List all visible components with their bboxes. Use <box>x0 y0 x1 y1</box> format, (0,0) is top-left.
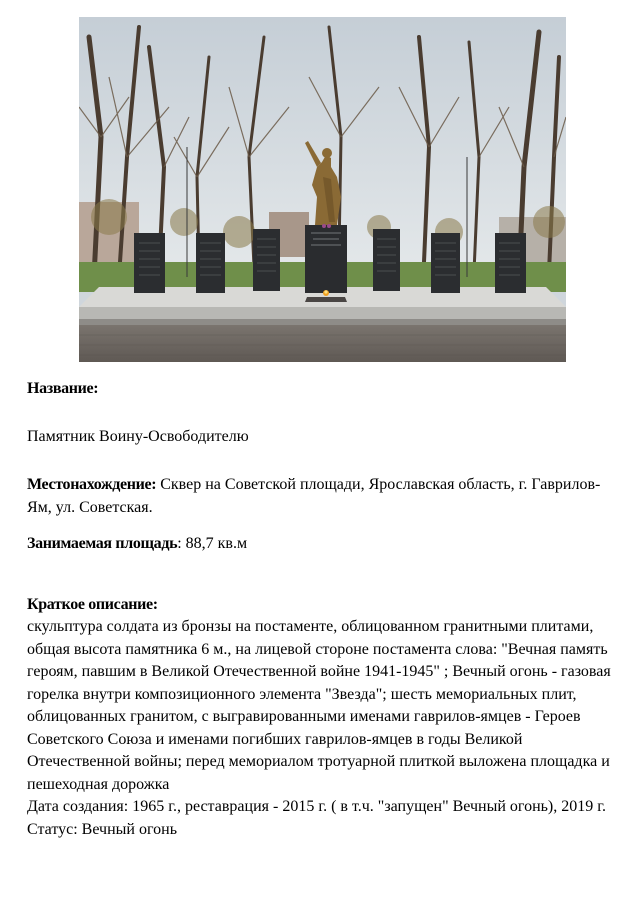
area-label: Занимаемая площадь <box>27 535 178 552</box>
location-label: Местонахождение: <box>27 476 157 493</box>
name-label: Название: <box>27 380 99 397</box>
dates-value: Дата создания: 1965 г., реставрация - 2015 г. ( в т.ч. "запущен" Вечный огонь), 2019 г. Статус: Вечный огонь <box>27 798 607 838</box>
document-text <box>27 378 623 841</box>
description-label: Краткое описание: <box>27 595 158 613</box>
location-value: Сквер на Советской площади, Ярославская область, г. Гаврилов-Ям, ул. Советская. <box>27 476 601 516</box>
area-value: : 88,7 кв.м <box>177 535 248 552</box>
name-value: Памятник Воину-Освободителю <box>27 427 249 445</box>
memorial-photo <box>79 17 566 362</box>
description-value: скульптура солдата из бронзы на постаменте, облицованном гранитными плитами, общая высота памятника 6 м., на лицевой стороне постамента слова: "Вечная память героям, павшим в Великой Отечественной войне 1941-1945" ; Вечный огонь - газовая горелка внутри композиционного элемента "Звезда"; шесть мемориальных плит, облицованных гранитом, с выгравированными именами гаврилов-ямцев - Героев Советского Союза и именами погибших гаврилов-ямцев в годы Великой Отечественной войны; перед мемориалом тротуарной плиткой выложена площадка и пешеходная дорожка <box>27 618 611 793</box>
location-paragraph <box>27 474 623 519</box>
description-paragraph <box>27 594 623 842</box>
area-paragraph <box>27 533 623 556</box>
